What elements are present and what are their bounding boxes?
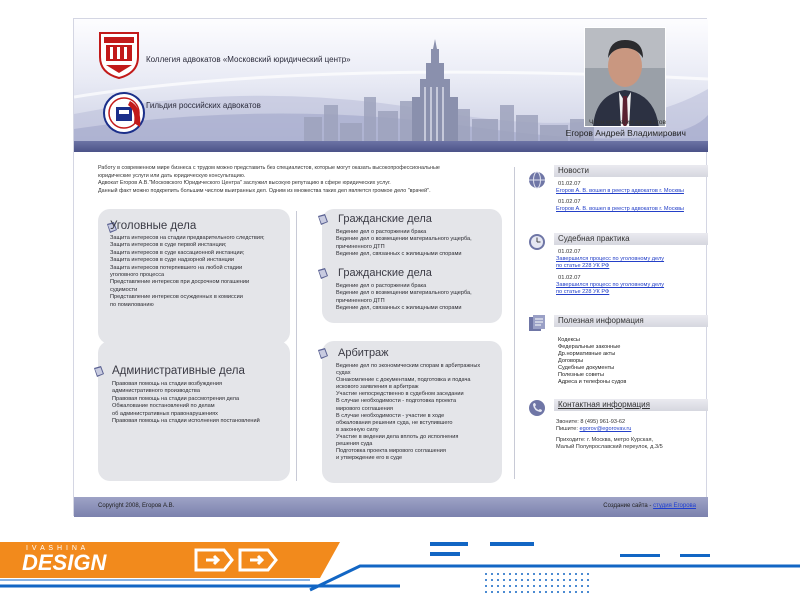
header-bottom-bar <box>74 141 708 152</box>
brand-small-text: I V A S H I N A <box>26 545 87 552</box>
criminal-cases-panel <box>98 209 290 344</box>
practice-link[interactable]: по статье 228 УК РФ <box>556 263 610 269</box>
guild-title: Гильдия российских адвокатов <box>146 101 261 110</box>
intro-line: Работу в современном мире бизнеса с трудом можно представить без специалистов, которые могут оказать высокопрофессиональные <box>98 165 440 171</box>
administrative-cases-panel <box>98 341 290 481</box>
list-item: Представление интересов осужденных в комиссии <box>110 294 243 301</box>
copyright-text: Copyright 2008, Егоров А.В. <box>98 503 175 509</box>
list-item: об административных правонарушениях <box>112 410 218 417</box>
list-item: судимости <box>110 286 138 293</box>
documents-icon <box>526 313 550 335</box>
list-item: Обжалование постановлений по делам <box>112 403 215 410</box>
list-item: в законную силу <box>336 426 379 433</box>
contact-phone: Звоните: 8 (495) 961-93-62 <box>556 419 626 425</box>
list-item: причиненного ДТП <box>336 243 385 250</box>
list-item: Защита интересов в суде первой инстанции; <box>110 242 227 249</box>
list-item: Защита интересов на стадии предварительного следствия; <box>110 235 265 241</box>
site-credit-label: Создание сайта - <box>603 503 652 509</box>
civil-cases-list <box>336 229 472 259</box>
list-item: Представление интересов при досрочном погашении <box>110 279 250 286</box>
book-icon <box>316 347 330 361</box>
list-item: Ознакомление с документами, подготовка и подача <box>336 377 471 384</box>
intro-line: юридические услуги или дать юридическую консультацию. <box>98 172 246 179</box>
contact-title: Контактная информация <box>554 399 708 411</box>
list-item: Ведение дел о возмещении материального ущерба, <box>336 236 472 243</box>
list-item: Ведение дел, связанных с жилищными спорами <box>336 251 462 258</box>
practice-date: 01.02.07 <box>558 275 581 281</box>
list-item: искового заявления в арбитраж <box>336 384 419 391</box>
list-item: В случае необходимости - участие в ходе <box>336 412 445 419</box>
civil-cases-title: Гражданские дела <box>338 213 432 225</box>
list-item: Участие непосредственно в судебном заседании <box>336 391 464 398</box>
member-name: Егоров Андрей Владимирович <box>565 128 686 138</box>
practice-link[interactable]: Завершился процесс по уголовному делу <box>556 282 665 288</box>
list-item: Ведение дел о расторжении брака <box>336 229 427 235</box>
globe-icon <box>526 169 550 191</box>
useful-info-title: Полезная информация <box>554 315 708 327</box>
arbitration-list <box>336 363 480 462</box>
column-divider <box>296 211 297 481</box>
list-item: Правовая помощь на стадии исполнения постановлений <box>112 418 260 425</box>
news-link[interactable]: Егоров А. В. вошел в реестр адвокатов г. Москвы <box>556 206 684 212</box>
list-item: Ведение дел о расторжении брака <box>336 283 427 289</box>
arbitration-title: Арбитраж <box>338 347 389 359</box>
administrative-cases-list <box>112 381 260 425</box>
list-item: и утверждение его в суде <box>336 455 403 462</box>
list-item: мирового соглашения <box>336 405 393 412</box>
list-item: Правовая помощь на стадии возбуждения <box>112 381 223 387</box>
site-header <box>74 19 708 152</box>
column-divider <box>514 167 515 479</box>
list-item: обжалования решения суда, не вступившего <box>336 419 453 426</box>
list-item: уголовного процесса <box>110 272 165 279</box>
list-item: Защита интересов в суде надзорной инстанции <box>110 257 235 264</box>
list-item: Защита интересов в суде кассационной инстанции; <box>110 249 245 256</box>
list-item: Ведение дел по экономическим спорам в арбитражных <box>336 363 481 369</box>
administrative-cases-title: Административные дела <box>112 365 245 377</box>
book-icon <box>92 365 106 379</box>
intro-line: Данный факт можно подкрепить большим числом выигранных дел. Одним из множества таких дел является громкое дело "врачей". <box>98 187 431 194</box>
site-credit <box>603 503 696 509</box>
arbitration-panel <box>322 341 502 483</box>
list-item: Подготовка проекта мирового соглашения <box>336 448 446 455</box>
list-item: Ведение дел о возмещении материального ущерба, <box>336 290 472 297</box>
civil-cases-list-2 <box>336 283 472 313</box>
useful-info-item[interactable]: Кодексы <box>558 337 580 343</box>
clock-icon <box>526 231 550 253</box>
useful-info-item[interactable]: Адреса и телефоны судов <box>558 379 627 385</box>
news-date: 01.02.07 <box>558 181 581 187</box>
court-practice-section <box>526 229 708 309</box>
list-item: причиненного ДТП <box>336 297 385 304</box>
criminal-cases-title: Уголовные дела <box>110 220 197 232</box>
news-title: Новости <box>554 165 708 177</box>
useful-info-item[interactable]: Полезные советы <box>558 372 604 378</box>
contact-address: Приходите: г. Москва, метро Курская, <box>556 437 654 443</box>
list-item: решения суда <box>336 441 373 448</box>
studio-link[interactable]: студия Егорова <box>653 503 696 509</box>
contact-section <box>526 395 708 475</box>
useful-info-section <box>526 309 708 389</box>
useful-info-item[interactable]: Др.нормативные акты <box>558 351 616 357</box>
lawyer-portrait-photo <box>584 27 666 127</box>
list-item: административного производства <box>112 388 200 395</box>
civil-cases-panel <box>322 209 502 323</box>
practice-date: 01.02.07 <box>558 249 581 255</box>
intro-line: Адвокат Егоров А.В."Московского Юридического Центра" заслужил высокую репутацию в сфере юридических услуг. <box>98 180 391 186</box>
contact-address: Малый Полуярославский переулок, д.3/5 <box>556 444 663 450</box>
book-icon <box>316 267 330 281</box>
member-label: Член коллегии адвокатов <box>589 119 666 126</box>
list-item: Ведение дел, связанных с жилищными спорами <box>336 305 462 312</box>
book-icon <box>316 213 330 227</box>
intro-text <box>98 165 498 195</box>
news-link[interactable]: Егоров А. В. вошел в реестр адвокатов г. Москвы <box>556 188 684 194</box>
website-screenshot <box>73 18 707 516</box>
organization-title: Коллегия адвокатов «Московский юридический центр» <box>146 55 351 64</box>
practice-link[interactable]: по статье 228 УК РФ <box>556 289 610 295</box>
useful-info-item[interactable]: Договоры <box>558 358 584 364</box>
court-practice-title: Судебная практика <box>554 233 708 245</box>
site-footer <box>74 497 708 517</box>
ivashina-design-brand-band <box>0 536 800 600</box>
brand-big-text: DESIGN <box>22 550 107 575</box>
list-item: Правовая помощь на стадии рассмотрения дела <box>112 395 240 402</box>
news-section <box>526 163 708 223</box>
useful-info-item[interactable]: Федеральные законные <box>558 344 621 350</box>
practice-link[interactable]: Завершился процесс по уголовному делу <box>556 256 665 262</box>
criminal-cases-list <box>110 235 265 309</box>
bar-association-emblem-logo <box>96 27 142 79</box>
contact-email-link[interactable]: egorov@egorovav.ru <box>579 426 632 432</box>
guild-of-russian-lawyers-logo <box>102 87 150 139</box>
list-item: судах <box>336 370 351 377</box>
list-item: Участие в ведении дела вплоть до исполнения <box>336 433 459 440</box>
civil-cases-title-2: Гражданские дела <box>338 267 432 279</box>
contact-email-row <box>556 426 631 432</box>
useful-info-item[interactable]: Судебные документы <box>558 365 615 371</box>
news-date: 01.02.07 <box>558 199 581 205</box>
phone-icon <box>526 397 550 419</box>
list-item: Защита интересов потерпевшего на любой стадии <box>110 264 243 271</box>
list-item: В случае необходимости - подготовка проекта <box>336 398 457 405</box>
list-item: по помилованию <box>110 301 154 308</box>
contact-write-label: Пишите: <box>556 426 578 432</box>
